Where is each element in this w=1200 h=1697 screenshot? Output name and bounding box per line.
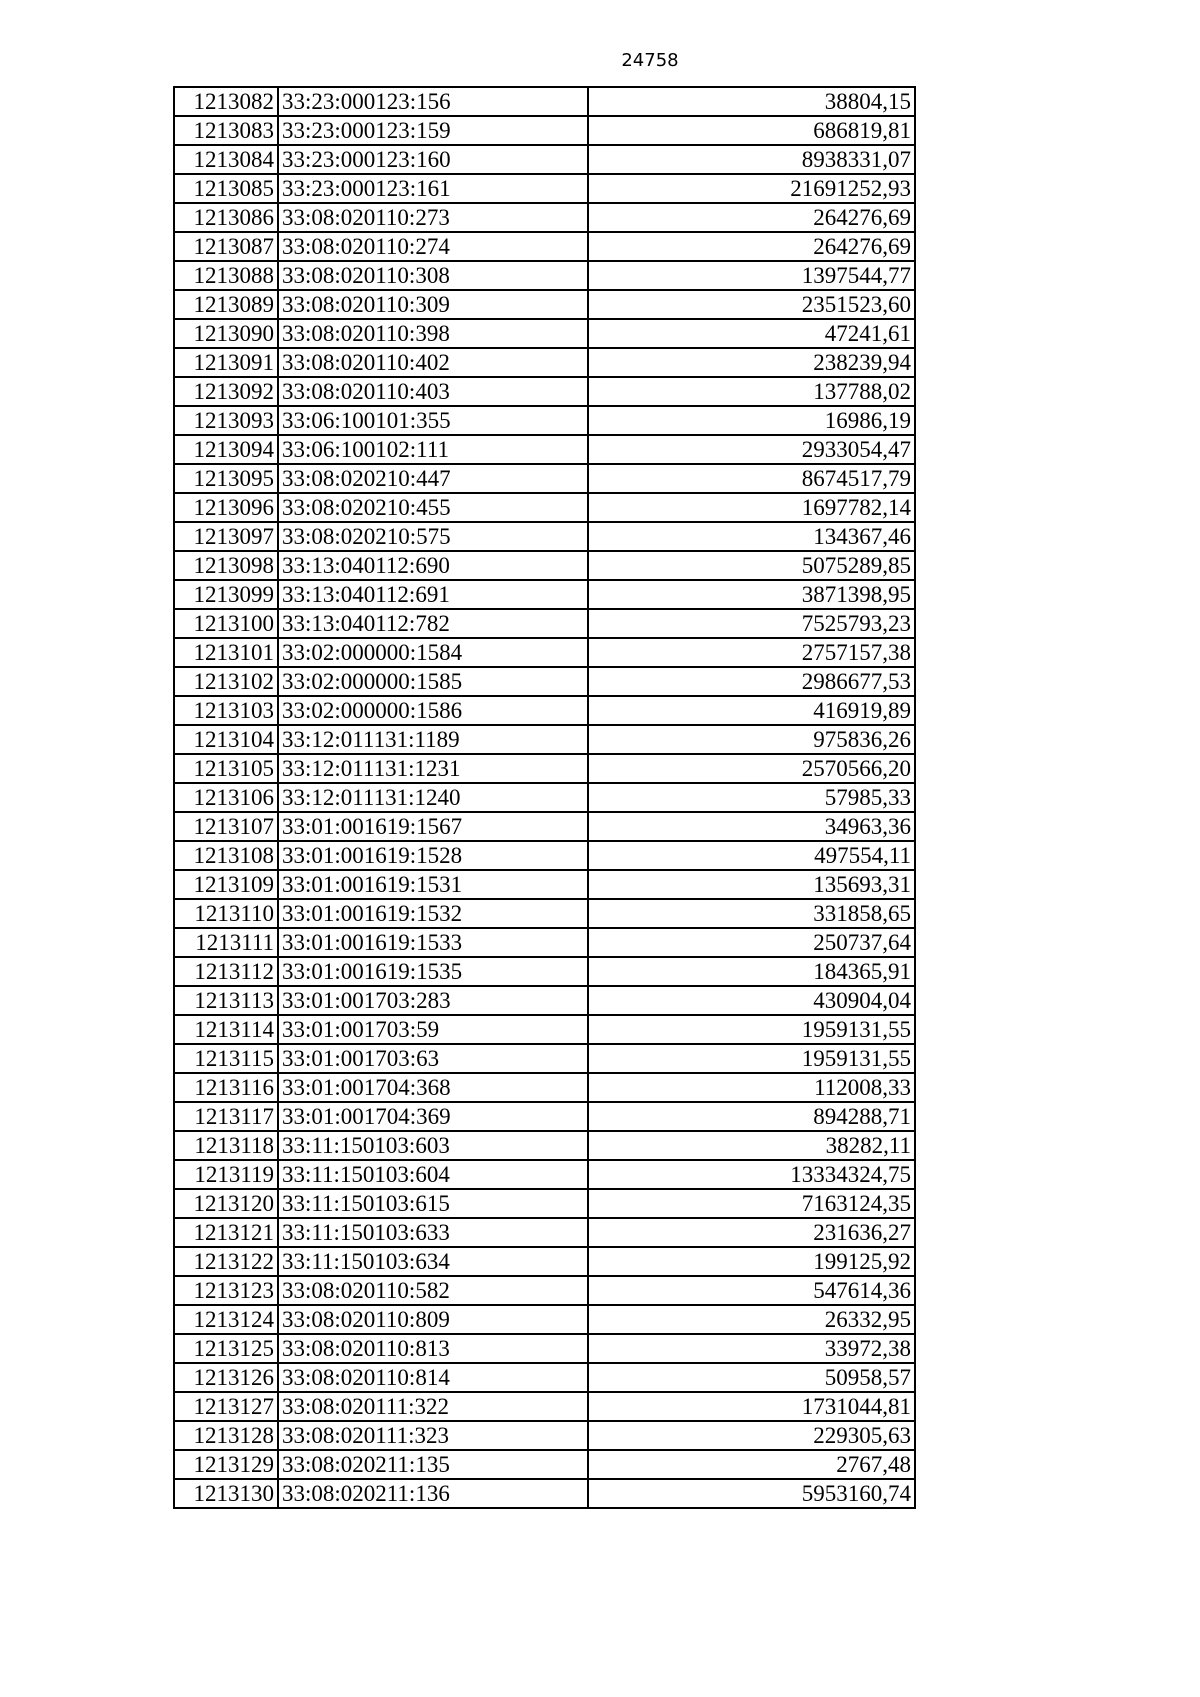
value-cell: 2757157,38 — [588, 638, 915, 667]
row-id-cell: 1213120 — [174, 1189, 278, 1218]
value-cell: 250737,64 — [588, 928, 915, 957]
value-cell: 3871398,95 — [588, 580, 915, 609]
cadastral-number-cell: 33:08:020210:455 — [278, 493, 588, 522]
cadastral-number-cell: 33:01:001619:1531 — [278, 870, 588, 899]
table-row — [174, 754, 915, 783]
table-row — [174, 870, 915, 899]
value-cell: 264276,69 — [588, 232, 915, 261]
value-cell: 894288,71 — [588, 1102, 915, 1131]
value-cell: 1731044,81 — [588, 1392, 915, 1421]
table-row — [174, 406, 915, 435]
value-cell: 497554,11 — [588, 841, 915, 870]
value-cell: 1697782,14 — [588, 493, 915, 522]
table-row — [174, 493, 915, 522]
value-cell: 38282,11 — [588, 1131, 915, 1160]
cadastral-number-cell: 33:01:001704:368 — [278, 1073, 588, 1102]
table-row — [174, 1421, 915, 1450]
row-id-cell: 1213118 — [174, 1131, 278, 1160]
cadastral-number-cell: 33:11:150103:603 — [278, 1131, 588, 1160]
value-cell: 184365,91 — [588, 957, 915, 986]
table-row — [174, 638, 915, 667]
row-id-cell: 1213113 — [174, 986, 278, 1015]
value-cell: 21691252,93 — [588, 174, 915, 203]
table-row — [174, 580, 915, 609]
cadastral-number-cell: 33:01:001703:59 — [278, 1015, 588, 1044]
cadastral-number-cell: 33:08:020110:814 — [278, 1363, 588, 1392]
table-row — [174, 145, 915, 174]
cadastral-number-cell: 33:02:000000:1585 — [278, 667, 588, 696]
cadastral-number-cell: 33:01:001619:1567 — [278, 812, 588, 841]
value-cell: 416919,89 — [588, 696, 915, 725]
row-id-cell: 1213100 — [174, 609, 278, 638]
table-row — [174, 1102, 915, 1131]
row-id-cell: 1213082 — [174, 87, 278, 116]
table-row — [174, 783, 915, 812]
table-row — [174, 1247, 915, 1276]
row-id-cell: 1213109 — [174, 870, 278, 899]
table-row — [174, 725, 915, 754]
table-row — [174, 928, 915, 957]
row-id-cell: 1213093 — [174, 406, 278, 435]
value-cell: 112008,33 — [588, 1073, 915, 1102]
value-cell: 16986,19 — [588, 406, 915, 435]
table-row — [174, 1305, 915, 1334]
table-row — [174, 319, 915, 348]
value-cell: 57985,33 — [588, 783, 915, 812]
row-id-cell: 1213123 — [174, 1276, 278, 1305]
cadastral-number-cell: 33:13:040112:782 — [278, 609, 588, 638]
table-row — [174, 957, 915, 986]
table-row — [174, 522, 915, 551]
row-id-cell: 1213114 — [174, 1015, 278, 1044]
cadastral-number-cell: 33:01:001704:369 — [278, 1102, 588, 1131]
value-cell: 238239,94 — [588, 348, 915, 377]
row-id-cell: 1213096 — [174, 493, 278, 522]
value-cell: 199125,92 — [588, 1247, 915, 1276]
table-row — [174, 174, 915, 203]
table-row — [174, 609, 915, 638]
cadastral-number-cell: 33:08:020110:273 — [278, 203, 588, 232]
cadastral-number-cell: 33:08:020110:809 — [278, 1305, 588, 1334]
row-id-cell: 1213105 — [174, 754, 278, 783]
cadastral-number-cell: 33:12:011131:1231 — [278, 754, 588, 783]
value-cell: 430904,04 — [588, 986, 915, 1015]
cadastral-number-cell: 33:08:020110:402 — [278, 348, 588, 377]
value-cell: 547614,36 — [588, 1276, 915, 1305]
table-row — [174, 464, 915, 493]
value-cell: 1959131,55 — [588, 1015, 915, 1044]
cadastral-number-cell: 33:11:150103:615 — [278, 1189, 588, 1218]
ledger-body — [174, 87, 915, 1508]
value-cell: 229305,63 — [588, 1421, 915, 1450]
row-id-cell: 1213112 — [174, 957, 278, 986]
cadastral-number-cell: 33:08:020110:308 — [278, 261, 588, 290]
row-id-cell: 1213104 — [174, 725, 278, 754]
table-row — [174, 290, 915, 319]
value-cell: 137788,02 — [588, 377, 915, 406]
cadastral-number-cell: 33:01:001703:63 — [278, 1044, 588, 1073]
value-cell: 47241,61 — [588, 319, 915, 348]
row-id-cell: 1213089 — [174, 290, 278, 319]
cadastral-number-cell: 33:23:000123:159 — [278, 116, 588, 145]
table-row — [174, 1131, 915, 1160]
table-row — [174, 377, 915, 406]
table-row — [174, 1334, 915, 1363]
row-id-cell: 1213091 — [174, 348, 278, 377]
table-row — [174, 696, 915, 725]
table-row — [174, 1276, 915, 1305]
row-id-cell: 1213083 — [174, 116, 278, 145]
cadastral-number-cell: 33:08:020110:309 — [278, 290, 588, 319]
table-row — [174, 87, 915, 116]
cadastral-number-cell: 33:01:001703:283 — [278, 986, 588, 1015]
value-cell: 33972,38 — [588, 1334, 915, 1363]
value-cell: 5953160,74 — [588, 1479, 915, 1508]
table-row — [174, 1189, 915, 1218]
row-id-cell: 1213129 — [174, 1450, 278, 1479]
row-id-cell: 1213102 — [174, 667, 278, 696]
row-id-cell: 1213130 — [174, 1479, 278, 1508]
row-id-cell: 1213117 — [174, 1102, 278, 1131]
row-id-cell: 1213106 — [174, 783, 278, 812]
row-id-cell: 1213092 — [174, 377, 278, 406]
value-cell: 1959131,55 — [588, 1044, 915, 1073]
row-id-cell: 1213098 — [174, 551, 278, 580]
table-row — [174, 812, 915, 841]
value-cell: 2986677,53 — [588, 667, 915, 696]
page-number: 24758 — [621, 50, 679, 71]
table-row — [174, 232, 915, 261]
table-row — [174, 1363, 915, 1392]
value-cell: 7525793,23 — [588, 609, 915, 638]
table-row — [174, 1479, 915, 1508]
value-cell: 1397544,77 — [588, 261, 915, 290]
cadastral-number-cell: 33:02:000000:1586 — [278, 696, 588, 725]
row-id-cell: 1213099 — [174, 580, 278, 609]
row-id-cell: 1213125 — [174, 1334, 278, 1363]
table-row — [174, 551, 915, 580]
value-cell: 135693,31 — [588, 870, 915, 899]
value-cell: 26332,95 — [588, 1305, 915, 1334]
row-id-cell: 1213088 — [174, 261, 278, 290]
table-row — [174, 1218, 915, 1247]
value-cell: 8938331,07 — [588, 145, 915, 174]
row-id-cell: 1213110 — [174, 899, 278, 928]
table-row — [174, 116, 915, 145]
cadastral-number-cell: 33:06:100102:111 — [278, 435, 588, 464]
table-row — [174, 261, 915, 290]
cadastral-number-cell: 33:08:020110:398 — [278, 319, 588, 348]
row-id-cell: 1213115 — [174, 1044, 278, 1073]
value-cell: 38804,15 — [588, 87, 915, 116]
table-row — [174, 348, 915, 377]
cadastral-number-cell: 33:08:020110:274 — [278, 232, 588, 261]
cadastral-number-cell: 33:06:100101:355 — [278, 406, 588, 435]
row-id-cell: 1213126 — [174, 1363, 278, 1392]
value-cell: 264276,69 — [588, 203, 915, 232]
value-cell: 975836,26 — [588, 725, 915, 754]
cadastral-number-cell: 33:13:040112:691 — [278, 580, 588, 609]
value-cell: 50958,57 — [588, 1363, 915, 1392]
row-id-cell: 1213116 — [174, 1073, 278, 1102]
row-id-cell: 1213095 — [174, 464, 278, 493]
table-row — [174, 899, 915, 928]
table-row — [174, 203, 915, 232]
value-cell: 5075289,85 — [588, 551, 915, 580]
value-cell: 2933054,47 — [588, 435, 915, 464]
value-cell: 7163124,35 — [588, 1189, 915, 1218]
cadastral-number-cell: 33:08:020110:582 — [278, 1276, 588, 1305]
cadastral-number-cell: 33:08:020111:323 — [278, 1421, 588, 1450]
cadastral-number-cell: 33:01:001619:1535 — [278, 957, 588, 986]
cadastral-number-cell: 33:08:020110:403 — [278, 377, 588, 406]
table-row — [174, 667, 915, 696]
cadastral-number-cell: 33:08:020111:322 — [278, 1392, 588, 1421]
value-cell: 2351523,60 — [588, 290, 915, 319]
value-cell: 34963,36 — [588, 812, 915, 841]
ledger-table — [173, 86, 916, 1509]
cadastral-number-cell: 33:13:040112:690 — [278, 551, 588, 580]
cadastral-number-cell: 33:12:011131:1189 — [278, 725, 588, 754]
cadastral-number-cell: 33:08:020211:135 — [278, 1450, 588, 1479]
cadastral-number-cell: 33:01:001619:1528 — [278, 841, 588, 870]
value-cell: 13334324,75 — [588, 1160, 915, 1189]
row-id-cell: 1213101 — [174, 638, 278, 667]
cadastral-number-cell: 33:23:000123:160 — [278, 145, 588, 174]
value-cell: 231636,27 — [588, 1218, 915, 1247]
cadastral-number-cell: 33:11:150103:634 — [278, 1247, 588, 1276]
row-id-cell: 1213103 — [174, 696, 278, 725]
table-row — [174, 1450, 915, 1479]
value-cell: 8674517,79 — [588, 464, 915, 493]
row-id-cell: 1213111 — [174, 928, 278, 957]
row-id-cell: 1213122 — [174, 1247, 278, 1276]
table-row — [174, 1160, 915, 1189]
row-id-cell: 1213090 — [174, 319, 278, 348]
row-id-cell: 1213087 — [174, 232, 278, 261]
row-id-cell: 1213127 — [174, 1392, 278, 1421]
cadastral-number-cell: 33:08:020211:136 — [278, 1479, 588, 1508]
row-id-cell: 1213119 — [174, 1160, 278, 1189]
row-id-cell: 1213121 — [174, 1218, 278, 1247]
value-cell: 2570566,20 — [588, 754, 915, 783]
table-row — [174, 435, 915, 464]
row-id-cell: 1213124 — [174, 1305, 278, 1334]
cadastral-number-cell: 33:23:000123:161 — [278, 174, 588, 203]
cadastral-number-cell: 33:08:020110:813 — [278, 1334, 588, 1363]
row-id-cell: 1213108 — [174, 841, 278, 870]
row-id-cell: 1213084 — [174, 145, 278, 174]
cadastral-number-cell: 33:11:150103:633 — [278, 1218, 588, 1247]
cadastral-number-cell: 33:11:150103:604 — [278, 1160, 588, 1189]
row-id-cell: 1213128 — [174, 1421, 278, 1450]
table-row — [174, 1392, 915, 1421]
cadastral-number-cell: 33:02:000000:1584 — [278, 638, 588, 667]
row-id-cell: 1213086 — [174, 203, 278, 232]
table-row — [174, 1073, 915, 1102]
cadastral-number-cell: 33:23:000123:156 — [278, 87, 588, 116]
table-row — [174, 986, 915, 1015]
row-id-cell: 1213107 — [174, 812, 278, 841]
row-id-cell: 1213085 — [174, 174, 278, 203]
value-cell: 331858,65 — [588, 899, 915, 928]
cadastral-number-cell: 33:08:020210:447 — [278, 464, 588, 493]
value-cell: 134367,46 — [588, 522, 915, 551]
table-row — [174, 841, 915, 870]
value-cell: 2767,48 — [588, 1450, 915, 1479]
row-id-cell: 1213097 — [174, 522, 278, 551]
table-row — [174, 1015, 915, 1044]
table-row — [174, 1044, 915, 1073]
value-cell: 686819,81 — [588, 116, 915, 145]
cadastral-number-cell: 33:01:001619:1533 — [278, 928, 588, 957]
cadastral-number-cell: 33:12:011131:1240 — [278, 783, 588, 812]
row-id-cell: 1213094 — [174, 435, 278, 464]
cadastral-number-cell: 33:01:001619:1532 — [278, 899, 588, 928]
cadastral-number-cell: 33:08:020210:575 — [278, 522, 588, 551]
